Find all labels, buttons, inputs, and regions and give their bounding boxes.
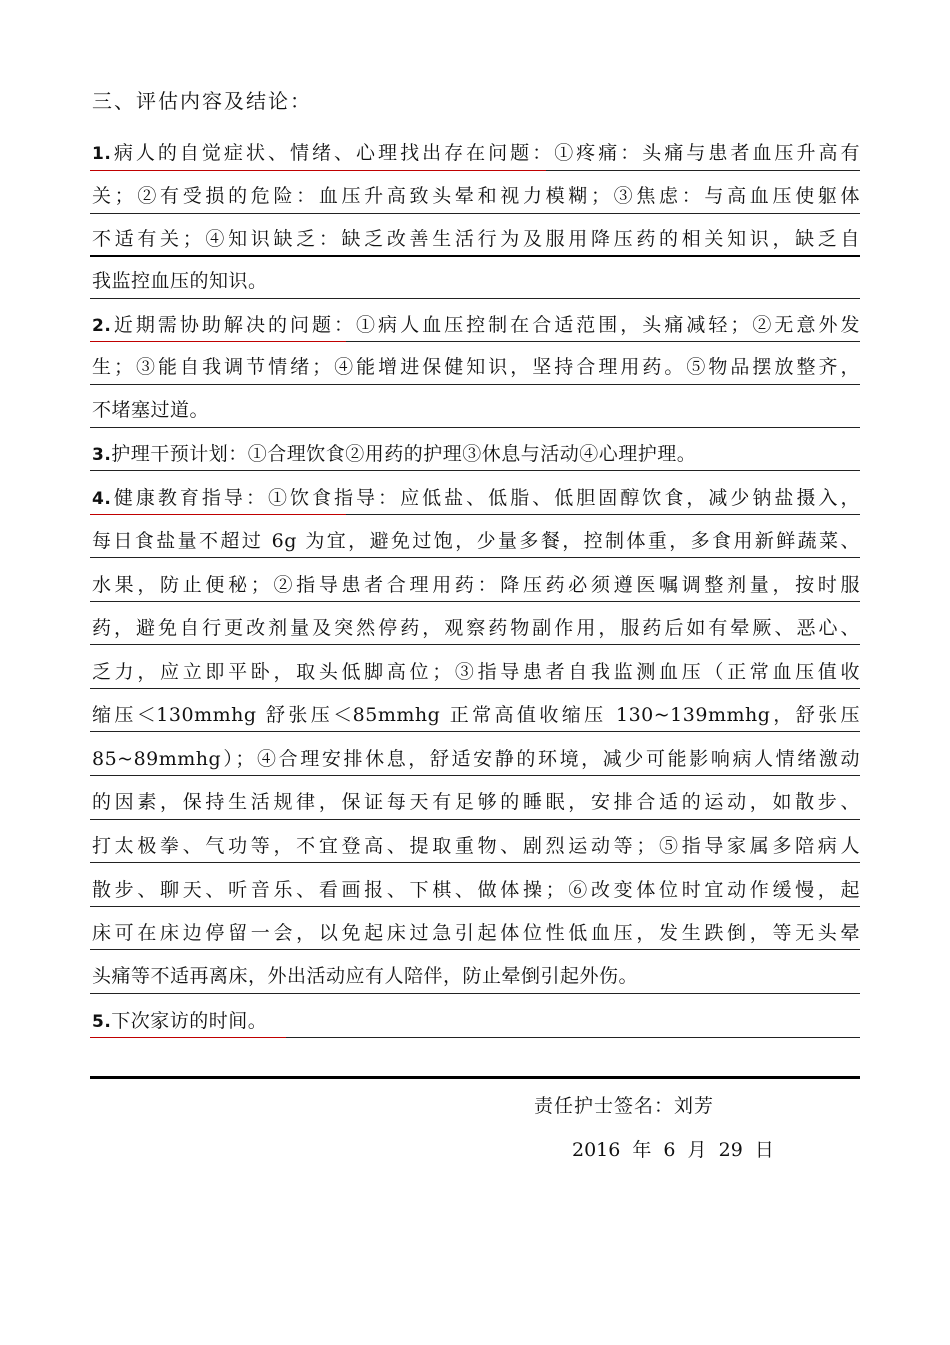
ruled-line	[90, 906, 860, 907]
ruled-line	[346, 341, 860, 342]
item-4-line-9: 打太极拳、气功等，不宜登高、提取重物、剧烈运动等；⑤指导家属多陪病人	[92, 835, 860, 857]
item-1-line-3: 不适有关；④知识缺乏：缺乏改善生活行为及服用降压药的相关知识，缺乏自	[92, 228, 860, 250]
item-2-line-2: 生；③能自我调节情绪；④能增进保健知识，坚持合理用药。⑤物品摆放整齐，	[92, 356, 860, 378]
ruled-line	[90, 213, 860, 214]
item-5-line-1	[92, 1007, 860, 1036]
red-underline	[90, 1037, 286, 1038]
ruled-line	[90, 427, 860, 428]
item-4-line-4: 药，避免自行更改剂量及突然停药，观察药物副作用，服药后如有晕厥、恶心、	[92, 617, 860, 639]
item-1-number: 1.	[92, 144, 112, 164]
red-underline	[90, 514, 346, 515]
item-1-text: 病人的自觉症状、情绪、心理找出存在问题：①疼痛：头痛与患者血压升高有	[111, 142, 860, 164]
item-4-text: 健康教育指导：①饮食指导：应低盐、低脂、低胆固醇饮食，减少钠盐摄入，	[111, 487, 860, 509]
ruled-line	[286, 1037, 860, 1038]
ruled-line	[90, 470, 860, 471]
ruled-line	[90, 862, 860, 863]
ruled-line	[90, 775, 860, 776]
item-4-line-8: 的因素，保持生活规律，保证每天有足够的睡眠，安排合适的运动，如散步、	[92, 791, 860, 813]
item-3-line-1	[92, 440, 860, 469]
section-divider	[90, 1076, 860, 1079]
item-4-line-6: 缩压＜130mmhg 舒张压＜85mmhg 正常高值收缩压 130~139mmhg，舒张压	[92, 704, 860, 726]
item-2-number: 2.	[92, 316, 112, 336]
item-4-line-12: 头痛等不适再离床，外出活动应有人陪伴，防止晕倒引起外伤。	[92, 965, 639, 987]
ruled-line	[90, 993, 860, 994]
item-4-line-10: 散步、聊天、听音乐、看画报、下棋、做体操；⑥改变体位时宜动作缓慢，起	[92, 879, 860, 901]
ruled-line	[90, 255, 860, 257]
item-3-number: 3.	[92, 445, 112, 465]
ruled-line	[90, 949, 860, 950]
item-4-line-1	[92, 484, 860, 513]
ruled-line	[546, 170, 860, 171]
ruled-line	[90, 819, 860, 820]
red-underline	[90, 341, 346, 342]
ruled-line	[90, 688, 860, 689]
section-title: 三、评估内容及结论：	[92, 89, 312, 113]
item-4-line-3: 水果，防止便秘；②指导患者合理用药：降压药必须遵医嘱调整剂量，按时服	[92, 574, 860, 596]
item-4-line-5: 乏力，应立即平卧，取头低脚高位；③指导患者自我监测血压（正常血压值收	[92, 661, 860, 683]
item-1-line-4: 我监控血压的知识。	[92, 270, 268, 292]
ruled-line	[90, 298, 860, 299]
item-2-line-3: 不堵塞过道。	[92, 399, 210, 421]
ruled-line	[346, 514, 860, 515]
signature-date: 2016 年 6 月 29 日	[572, 1139, 774, 1161]
item-5-number: 5.	[92, 1012, 112, 1032]
red-underline	[90, 170, 546, 171]
item-5-text: 下次家访的时间。	[111, 1010, 268, 1032]
item-1-line-2: 关；②有受损的危险：血压升高致头晕和视力模糊；③焦虑：与高血压使躯体	[92, 185, 860, 207]
item-2-text: 近期需协助解决的问题：①病人血压控制在合适范围，头痛减轻；②无意外发	[111, 314, 860, 336]
item-4-line-7: 85~89mmhg）；④合理安排休息，舒适安静的环境，减少可能影响病人情绪激动	[92, 748, 860, 770]
item-1-line-1	[92, 139, 860, 168]
item-3-text: 护理干预计划：①合理饮食②用药的护理③休息与活动④心理护理。	[111, 443, 697, 465]
ruled-line	[90, 601, 860, 602]
item-2-line-1	[92, 311, 860, 340]
item-4-number: 4.	[92, 489, 112, 509]
ruled-line	[90, 557, 860, 558]
item-4-line-11: 床可在床边停留一会，以免起床过急引起体位性低血压，发生跌倒，等无头晕	[92, 922, 860, 944]
ruled-line	[90, 731, 860, 732]
ruled-line	[90, 644, 860, 645]
item-4-line-2: 每日食盐量不超过 6g 为宜，避免过饱，少量多餐，控制体重，多食用新鲜蔬菜、	[92, 530, 860, 552]
ruled-line	[90, 384, 860, 385]
nurse-signature: 责任护士签名：刘芳	[534, 1095, 715, 1117]
